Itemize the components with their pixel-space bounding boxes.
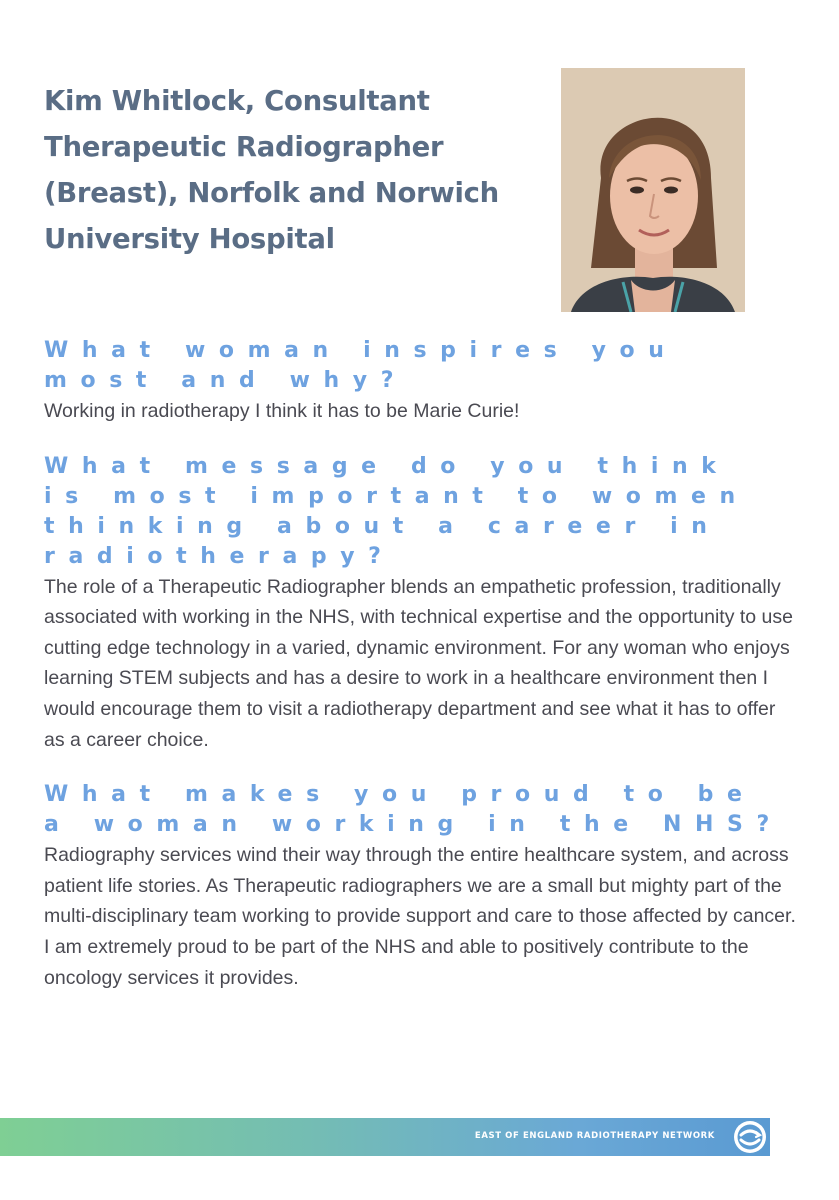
portrait-image <box>561 68 745 312</box>
footer-bar <box>0 1118 770 1156</box>
answer-text: The role of a Therapeutic Radiographer blends an empathetic profession, traditionally associated with working in the NHS, with technical expertise and the opportunity to use cutting edge technology in a varied, dynamic environment. For any woman who enjoys learning STEM subjects and has a desire to work in a healthcare environment then I would encourage them to visit a radiotherapy department and see what it has to offer as a career choice. <box>44 575 793 751</box>
answer-text: Radiography services wind their way through the entire healthcare system, and across patient life stories. As Therapeutic radiographers we are a small but mighty part of the multi-disciplinary team working to provide support and care to those affected by cancer. I am extremely proud to be part of the NHS and able to positively contribute to the oncology services it provides. <box>44 844 796 989</box>
network-logo-icon <box>732 1119 768 1155</box>
question-heading: What message do you think is most important to women thinking about a career in radiotherapy? <box>44 453 749 569</box>
question-heading: What woman inspires you most and why? <box>44 338 678 393</box>
network-name: EAST OF ENGLAND RADIOTHERAPY NETWORK <box>474 1131 715 1141</box>
qa-content <box>44 336 796 1018</box>
page-title: Kim Whitlock, Consultant Therapeutic Radiographer (Breast), Norfolk and Norwich University Hospital <box>44 85 499 255</box>
qa-block-inspiration <box>44 336 796 427</box>
answer-text: Working in radiotherapy I think it has to be Marie Curie! <box>44 400 520 422</box>
question-heading: What makes you proud to be a woman working in the NHS? <box>44 782 783 838</box>
profile-photo <box>561 68 745 312</box>
qa-block-proud <box>44 780 796 993</box>
qa-block-message <box>44 452 796 756</box>
